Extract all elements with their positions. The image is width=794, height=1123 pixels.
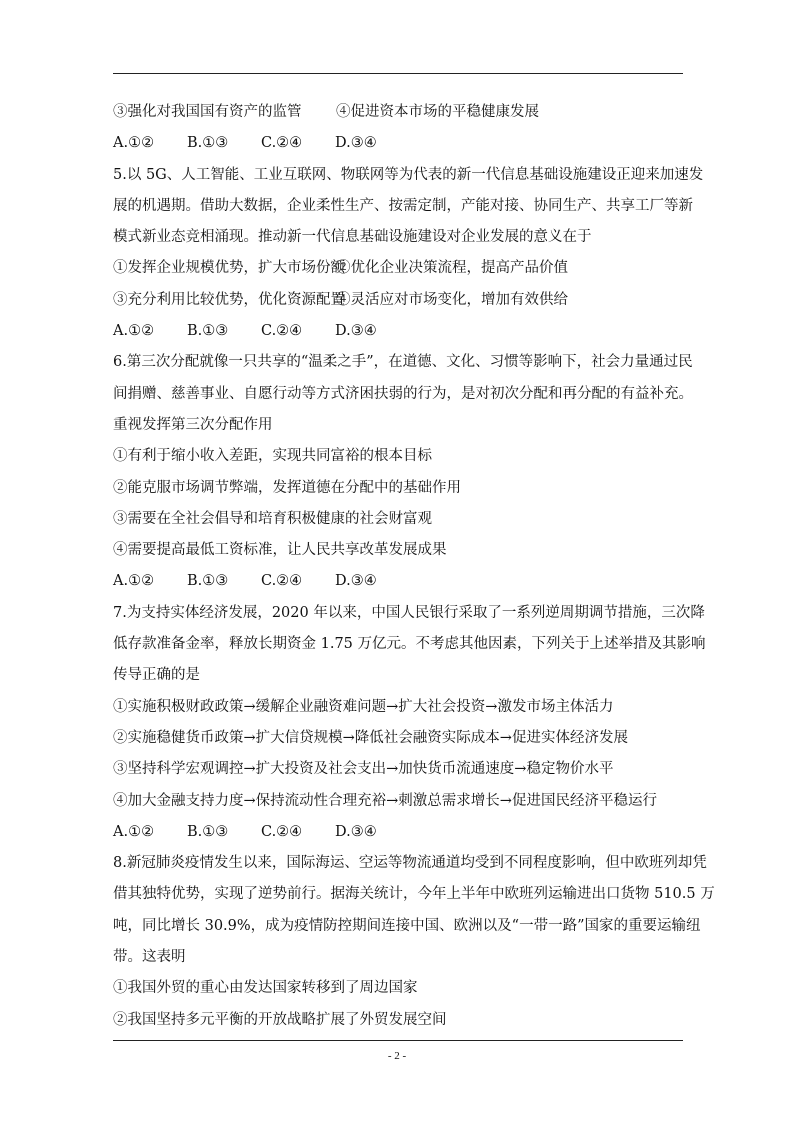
q4-option-a: A.①② [113, 135, 155, 152]
q5-option-a: A.①② [113, 323, 155, 340]
q6-item-4: ④需要提高最低工资标准，让人民共享改革发展成果 [113, 542, 447, 559]
q4-option-d: D.③④ [335, 135, 377, 152]
q4-option-c: C.②④ [261, 135, 303, 152]
q6-stem-line-2: 间捐赠、慈善事业、自愿行动等方式济困扶弱的行为，是对初次分配和再分配的有益补充。 [113, 385, 693, 402]
q5-stem-line-2: 展的机遇期。借助大数据，企业柔性生产、按需定制，产能对接、协同生产、共享工厂等新 [113, 197, 693, 214]
q5-stem-line-3: 模式新业态竞相涌现。推动新一代信息基础设施建设对企业发展的意义在于 [113, 229, 592, 246]
page-number: - 2 - [387, 1050, 407, 1062]
q7-stem-line-3: 传导正确的是 [113, 667, 200, 684]
q5-item-1: ①发挥企业规模优势，扩大市场份额 [113, 260, 345, 277]
q7-option-d: D.③④ [335, 823, 377, 840]
q6-option-b: B.①③ [187, 573, 229, 590]
q6-options [113, 566, 693, 597]
q6-option-a: A.①② [113, 573, 155, 590]
q5-option-b: B.①③ [187, 323, 229, 340]
q7-stem-line-2: 低存款准备金率，释放长期资金 1.75 万亿元。不考虑其他因素，下列关于上述举措及其影响 [113, 636, 706, 653]
q6-option-c: C.②④ [261, 573, 303, 590]
q6-item-2: ②能克服市场调节弊端，发挥道德在分配中的基础作用 [113, 479, 461, 496]
q6-item-3: ③需要在全社会倡导和培育积极健康的社会财富观 [113, 510, 432, 527]
q5-items-row-2 [113, 285, 693, 316]
q5-option-d: D.③④ [335, 323, 377, 340]
q7-option-b: B.①③ [187, 823, 229, 840]
q4-items-row [113, 97, 693, 128]
q5-stem-line-1: 5.以 5G、人工智能、工业互联网、物联网等为代表的新一代信息基础设施建设正迎来加速发 [113, 166, 704, 183]
q6-stem-line-1: 6.第三次分配就像一只共享的“温柔之手”，在道德、文化、习惯等影响下，社会力量通过民 [113, 354, 693, 371]
q7-options [113, 817, 693, 848]
q7-item-2: ②实施稳健货币政策→扩大信贷规模→降低社会融资实际成本→促进实体经济发展 [113, 729, 628, 746]
q7-option-c: C.②④ [261, 823, 303, 840]
q8-item-2: ②我国坚持多元平衡的开放战略扩展了外贸发展空间 [113, 1011, 447, 1028]
q5-item-3: ③充分利用比较优势，优化资源配置 [113, 291, 345, 308]
exam-page-body [113, 97, 715, 1036]
q8-stem-line-1: 8.新冠肺炎疫情发生以来，国际海运、空运等物流通道均受到不同程度影响，但中欧班列却凭 [113, 855, 707, 872]
q6-item-1: ①有利于缩小收入差距，实现共同富裕的根本目标 [113, 448, 432, 465]
footer-rule [113, 1040, 683, 1041]
q7-item-4: ④加大金融支持力度→保持流动性合理充裕→刺激总需求增长→促进国民经济平稳运行 [113, 792, 657, 809]
q5-item-2: ②优化企业决策流程，提高产品价值 [336, 260, 568, 277]
q4-option-b: B.①③ [187, 135, 229, 152]
q8-stem-line-2: 借其独特优势，实现了逆势前行。据海关统计，今年上半年中欧班列运输进出口货物 510.5 万 [113, 886, 715, 903]
q6-stem-line-3: 重视发挥第三次分配作用 [113, 416, 273, 433]
q7-item-3: ③坚持科学宏观调控→扩大投资及社会支出→加快货币流通速度→稳定物价水平 [113, 761, 614, 778]
q5-option-c: C.②④ [261, 323, 303, 340]
q5-item-4: ④灵活应对市场变化，增加有效供给 [336, 291, 568, 308]
q5-items-row-1 [113, 253, 693, 284]
header-rule [113, 73, 683, 74]
q4-item-4: ④促进资本市场的平稳健康发展 [336, 104, 539, 120]
q7-stem-line-1: 7.为支持实体经济发展，2020 年以来，中国人民银行采取了一系列逆周期调节措施，三次降 [113, 604, 705, 621]
q8-item-1: ①我国外贸的重心由发达国家转移到了周边国家 [113, 980, 418, 997]
q4-options [113, 128, 693, 159]
q6-option-d: D.③④ [335, 573, 377, 590]
q4-item-3: ③强化对我国国有资产的监管 [113, 104, 302, 120]
q5-options [113, 316, 693, 347]
q8-stem-line-3: 吨，同比增长 30.9%，成为疫情防控期间连接中国、欧洲以及“一带一路”国家的重要运输纽 [113, 917, 701, 934]
q7-option-a: A.①② [113, 823, 155, 840]
q8-stem-line-4: 带。这表明 [113, 949, 186, 966]
q7-item-1: ①实施积极财政政策→缓解企业融资难问题→扩大社会投资→激发市场主体活力 [113, 698, 614, 715]
